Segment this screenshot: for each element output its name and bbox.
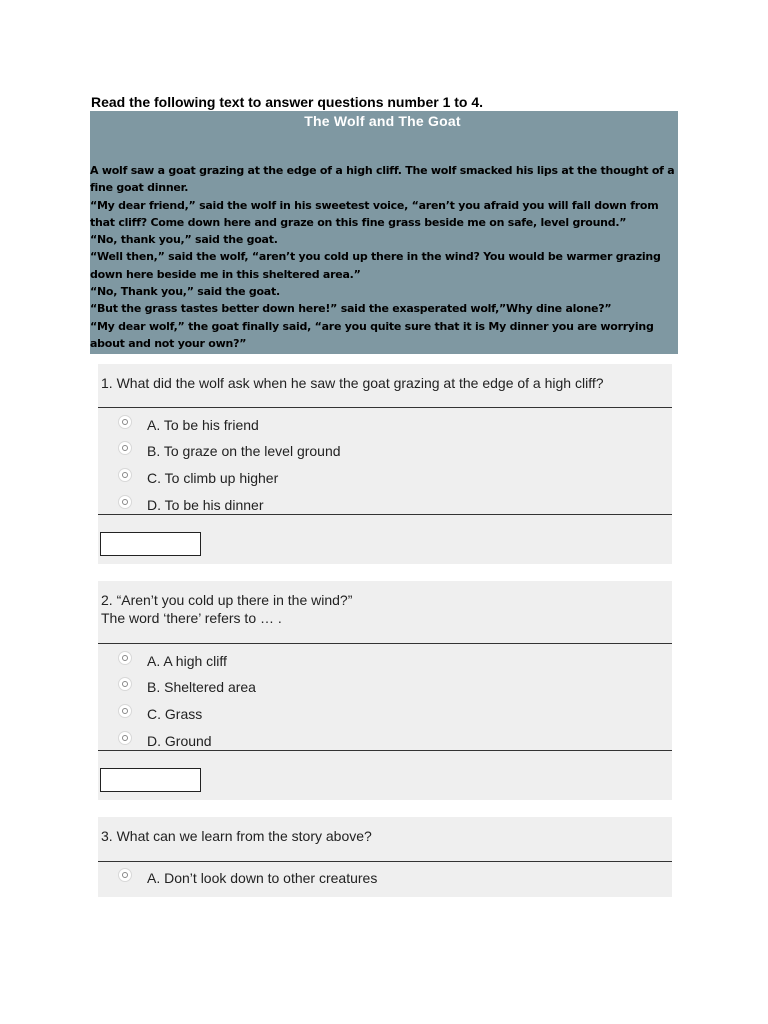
story-paragraph: “No, thank you,” said the goat. (90, 233, 278, 247)
question-prompt: 3. What can we learn from the story above? (101, 828, 372, 844)
option-label: A. Don’t look down to other creatures (147, 870, 378, 886)
option-a[interactable] (98, 413, 672, 439)
question-text (98, 364, 672, 392)
question-text (98, 581, 672, 627)
option-a[interactable] (98, 866, 672, 892)
story-paragraph: “But the grass tastes better down here!” said the exasperated wolf,”Why dine alone?” (90, 302, 612, 316)
question-prompt-line2: The word ‘there’ refers to … . (101, 610, 282, 626)
story-paragraph: A wolf saw a goat grazing at the edge of a high cliff. The wolf smacked his lips at the thought of a fine goat dinner. (90, 164, 675, 195)
divider (98, 861, 672, 862)
divider (98, 514, 672, 515)
question-3 (98, 817, 672, 897)
answer-input[interactable] (100, 768, 201, 792)
radio-button[interactable] (118, 704, 132, 718)
question-prompt: 1. What did the wolf ask when he saw the goat grazing at the edge of a high cliff? (101, 375, 604, 391)
radio-button[interactable] (118, 677, 132, 691)
option-label: A. A high cliff (147, 653, 227, 669)
story-paragraph: “No, Thank you,” said the goat. (90, 285, 280, 299)
question-1 (98, 364, 672, 564)
option-label: D. Ground (147, 733, 212, 749)
divider (98, 407, 672, 408)
option-label: C. Grass (147, 706, 203, 722)
story-paragraph: “My dear wolf,” the goat finally said, “are you quite sure that it is My dinner you are worrying about and not your own?” (90, 319, 654, 350)
story-paragraph: “My dear friend,” said the wolf in his sweetest voice, “aren’t you afraid you will fall down from that cliff? Come down here and graze on this fine grass beside me on safe, level ground.” (90, 198, 659, 229)
radio-button[interactable] (118, 868, 132, 882)
option-label: B. Sheltered area (147, 679, 256, 695)
question-prompt: 2. “Aren’t you cold up there in the wind?” (101, 592, 353, 608)
radio-button[interactable] (118, 495, 132, 509)
radio-button[interactable] (118, 415, 132, 429)
radio-button[interactable] (118, 651, 132, 665)
story-panel (90, 111, 678, 354)
story-paragraph: “Well then,” said the wolf, “aren’t you cold up there in the wind? You would be warmer grazing down here beside me in this sheltered area.” (90, 250, 661, 281)
divider (98, 750, 672, 751)
story-title: The Wolf and The Goat (304, 113, 461, 129)
question-text (98, 817, 672, 845)
option-b[interactable] (98, 439, 672, 465)
option-c[interactable] (98, 466, 672, 492)
answer-input[interactable] (100, 532, 201, 556)
radio-button[interactable] (118, 731, 132, 745)
radio-button[interactable] (118, 468, 132, 482)
option-b[interactable] (98, 675, 672, 701)
option-d[interactable] (98, 493, 672, 519)
option-label: B. To graze on the level ground (147, 443, 341, 459)
option-a[interactable] (98, 649, 672, 675)
option-c[interactable] (98, 702, 672, 728)
question-2 (98, 581, 672, 800)
option-label: C. To climb up higher (147, 470, 279, 486)
divider (98, 643, 672, 644)
option-label: A. To be his friend (147, 417, 259, 433)
radio-button[interactable] (118, 441, 132, 455)
instruction-text: Read the following text to answer questions number 1 to 4. (91, 94, 484, 110)
option-d[interactable] (98, 729, 672, 755)
story-body (90, 162, 675, 352)
option-label: D. To be his dinner (147, 497, 264, 513)
